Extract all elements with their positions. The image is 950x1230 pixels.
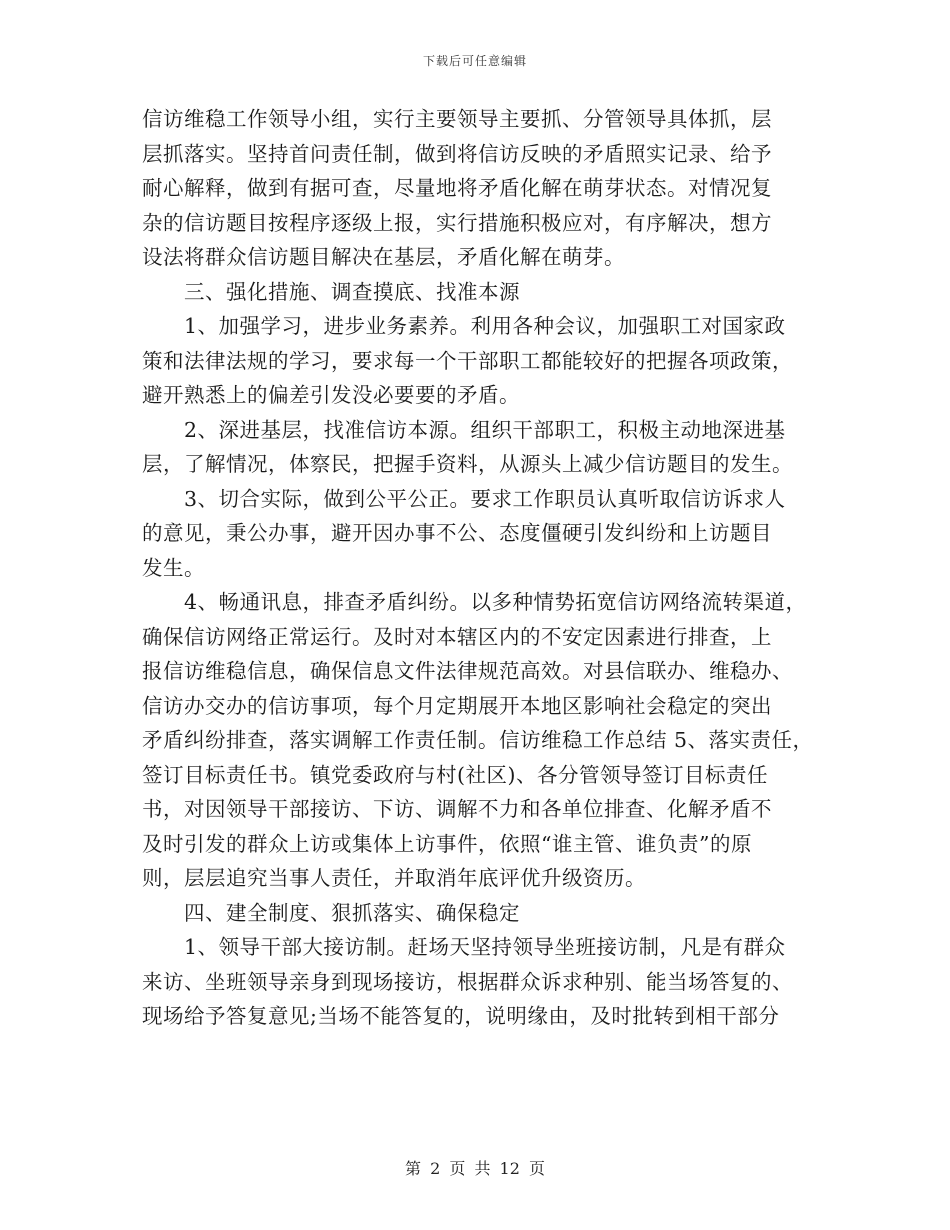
text-line: 信访维稳工作领导小组，实行主要领导主要抓、分管领导具体抓，层 <box>142 107 772 131</box>
text-line: 现场给予答复意见;当场不能答复的，说明缘由，及时批转到相干部分 <box>142 1004 780 1028</box>
text-line: 报信访维稳信息，确保信息文件法律规范高效。对县信联办、维稳办、 <box>142 659 793 683</box>
page-number-footer: 第 2 页 共 12 页 <box>405 1159 545 1178</box>
text-line: 确保信访网络正常运行。及时对本辖区内的不安定因素进行排查，上 <box>142 624 772 649</box>
text-line: 3、切合实际，做到公平公正。要求工作职员认真听取信访诉求人 <box>184 486 786 511</box>
text-line: 耐心解释，做到有据可查，尽量地将矛盾化解在萌芽状态。对情况复 <box>142 176 772 200</box>
text-line: 签订目标责任书。镇党委政府与村(社区)、各分管领导签订目标责任 <box>142 762 768 787</box>
text-line: 矛盾纠纷排查，落实调解工作责任制。信访维稳工作总结 5、落实责任， <box>142 728 814 752</box>
text-line: 四、建全制度、狠抓落实、确保稳定 <box>184 900 520 925</box>
body-text <box>142 102 818 1034</box>
text-line: 设法将群众信访题目解决在基层，矛盾化解在萌芽。 <box>142 245 625 269</box>
text-line: 策和法律法规的学习，要求每一个干部职工都能较好的把握各项政策， <box>142 348 793 373</box>
text-line: 书，对因领导干部接访、下访、调解不力和各单位排查、化解矛盾不 <box>142 797 772 821</box>
text-line: 三、强化措施、调查摸底、找准本源 <box>184 279 520 304</box>
text-line: 来访、坐班领导亲身到现场接访，根据群众诉求种别、能当场答复的、 <box>142 969 793 994</box>
text-line: 则，层层追究当事人责任，并取消年底评优升级资历。 <box>142 866 646 890</box>
text-line: 层，了解情况，体察民，把握手资料，从源头上减少信访题目的发生。 <box>142 452 793 476</box>
text-line: 的意见，秉公办事，避开因办事不公、态度僵硬引发纠纷和上访题目 <box>142 521 772 545</box>
document-body <box>142 102 818 1034</box>
text-line: 发生。 <box>142 555 205 580</box>
text-line: 2、深进基层，找准信访本源。组织干部职工，积极主动地深进基 <box>184 417 786 442</box>
text-line: 层抓落实。坚持首问责任制，做到将信访反映的矛盾照实记录、给予 <box>142 141 772 166</box>
text-line: 1、领导干部大接访制。赶场天坚持领导坐班接访制，凡是有群众 <box>184 935 786 959</box>
text-line: 避开熟悉上的偏差引发没必要要的矛盾。 <box>142 383 520 407</box>
text-line: 杂的信访题目按程序逐级上报，实行措施积极应对，有序解决，想方 <box>142 210 772 235</box>
text-line: 信访办交办的信访事项，每个月定期展开本地区影响社会稳定的突出 <box>142 693 772 718</box>
page-header: 下载后可任意编辑 <box>422 54 527 68</box>
text-line: 及时引发的群众上访或集体上访事件，依照“谁主管、谁负责”的原 <box>142 831 752 856</box>
text-line: 1、加强学习，进步业务素养。利用各种会议，加强职工对国家政 <box>184 314 786 338</box>
text-line: 4、畅通讯息，排查矛盾纠纷。以多种情势拓宽信访网络流转渠道， <box>184 590 807 614</box>
